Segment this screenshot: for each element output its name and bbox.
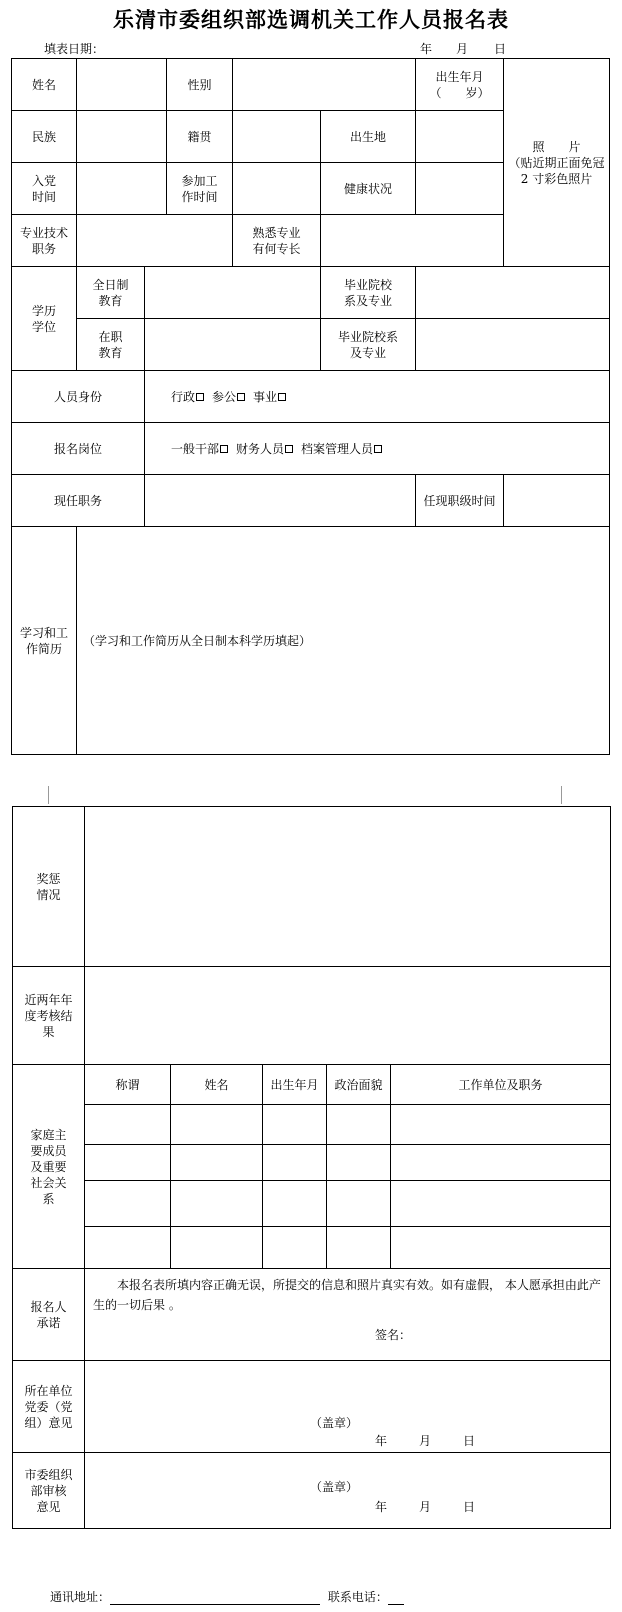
position-general-checkbox[interactable] [220,445,228,453]
org-date-month: 月 [419,1500,432,1514]
family-col-birth: 出生年月 [263,1065,327,1105]
family-cell[interactable] [327,1181,391,1227]
table-row [13,1145,611,1181]
family-cell[interactable] [391,1145,611,1181]
family-cell[interactable] [171,1105,263,1145]
phone-label: 联系电话： [327,1590,388,1604]
family-col-politics: 政治面貌 [327,1065,391,1105]
identity-options [145,371,610,423]
position-archive-checkbox[interactable] [374,445,382,453]
org-date-day: 日 [463,1500,476,1514]
fulltime-edu-label: 全日制 教育 [77,267,145,319]
table-row [13,1181,611,1227]
unit-opinion-label: 所在单位 党委（党 组）意见 [13,1361,85,1453]
name-label: 姓名 [12,59,77,111]
address-blank[interactable] [110,1590,320,1605]
fill-date-year: 年 [420,42,433,56]
org-review-label: 市委组织 部审核 意见 [13,1453,85,1529]
pledge-text: 本报名表所填内容正确无误，所提交的信息和照片真实有效。如有虚假， 本人愿承担由此产生的一切后果 。 [93,1278,601,1312]
identity-option-admin-label: 行政 [171,389,196,404]
unit-opinion-field[interactable] [85,1361,611,1453]
unit-date-day: 日 [463,1434,476,1448]
fulltime-edu-field[interactable] [145,267,321,319]
inservice-edu-field[interactable] [145,319,321,371]
family-cell[interactable] [391,1105,611,1145]
address-label: 通讯地址： [50,1590,111,1604]
family-cell[interactable] [85,1227,171,1269]
family-cell[interactable] [171,1181,263,1227]
identity-label: 人员身份 [12,371,145,423]
birth-label: 出生年月 （ 岁） [416,59,504,111]
position-option-archive-label: 档案管理人员 [301,441,374,456]
name-field[interactable] [77,59,167,111]
family-col-name: 姓名 [171,1065,263,1105]
rank-time-field[interactable] [504,475,610,527]
family-col-work: 工作单位及职务 [391,1065,611,1105]
position-options [145,423,610,475]
party-time-field[interactable] [77,163,167,215]
assessment-label: 近两年年 度考核结 果 [13,967,85,1065]
education-label: 学历 学位 [12,267,77,371]
position-option-general-label: 一般干部 [171,441,220,456]
ethnicity-field[interactable] [77,111,167,163]
org-seal-label: （盖章） [310,1480,359,1494]
unit-seal-label: （盖章） [310,1416,359,1430]
family-cell[interactable] [171,1145,263,1181]
table-row [13,1105,611,1145]
native-place-label: 籍贯 [167,111,233,163]
unit-date-year: 年 [375,1434,388,1448]
inservice-school-label: 毕业院校系 及专业 [321,319,416,371]
resume-label: 学习和工 作简历 [12,527,77,755]
identity-institution-checkbox[interactable] [278,393,286,401]
work-time-label: 参加工 作时间 [167,163,233,215]
gender-label: 性别 [167,59,233,111]
tech-title-label: 专业技术 职务 [12,215,77,267]
registration-form-part2 [12,806,611,1529]
registration-form-part1 [11,58,610,755]
gender-field[interactable] [233,59,416,111]
org-review-field[interactable] [85,1453,611,1529]
position-option-finance-label: 财务人员 [236,441,285,456]
family-label: 家庭主 要成员 及重要 社会关 系 [13,1065,85,1269]
family-cell[interactable] [85,1105,171,1145]
family-cell[interactable] [263,1181,327,1227]
work-time-field[interactable] [233,163,321,215]
fulltime-school-label: 毕业院校 系及专业 [321,267,416,319]
assessment-field[interactable] [85,967,611,1065]
pledge-label: 报名人 承诺 [13,1269,85,1361]
form-title: 乐清市委组织部选调机关工作人员报名表 [113,7,509,32]
identity-option-institution-label: 事业 [253,389,278,404]
ethnicity-label: 民族 [12,111,77,163]
rank-time-label: 任现职级时间 [416,475,504,527]
identity-civil-checkbox[interactable] [237,393,245,401]
fulltime-school-field[interactable] [416,267,610,319]
page-break-mark-right [561,786,562,804]
phone-blank[interactable] [388,1590,404,1605]
identity-option-civil-label: 参公 [212,389,237,404]
birthplace-field[interactable] [416,111,504,163]
resume-field[interactable] [77,527,610,755]
footer-address [50,1588,404,1605]
resume-note: （学习和工作简历从全日制本科学历填起） [83,633,312,648]
health-label: 健康状况 [321,163,416,215]
tech-title-field[interactable] [77,215,233,267]
specialty-label: 熟悉专业 有何专长 [233,215,321,267]
current-post-label: 现任职务 [12,475,145,527]
family-cell[interactable] [85,1145,171,1181]
table-row [13,1227,611,1269]
awards-label: 奖惩 情况 [13,807,85,967]
family-cell[interactable] [85,1181,171,1227]
unit-date-month: 月 [419,1434,432,1448]
inservice-edu-label: 在职 教育 [77,319,145,371]
family-cell[interactable] [263,1145,327,1181]
org-date-year: 年 [375,1500,388,1514]
position-finance-checkbox[interactable] [285,445,293,453]
family-cell[interactable] [327,1105,391,1145]
fill-date-month: 月 [456,42,469,56]
family-cell[interactable] [263,1105,327,1145]
awards-field[interactable] [85,807,611,967]
party-time-label: 入党 时间 [12,163,77,215]
fill-date-day: 日 [494,42,507,56]
family-cell[interactable] [171,1227,263,1269]
specialty-field[interactable] [321,215,504,267]
health-field[interactable] [416,163,504,215]
family-cell[interactable] [391,1227,611,1269]
inservice-school-field[interactable] [416,319,610,371]
family-cell[interactable] [327,1145,391,1181]
signature-label: 签名： [375,1328,412,1342]
current-post-field[interactable] [145,475,416,527]
fill-date-label: 填表日期： [44,42,105,56]
identity-admin-checkbox[interactable] [196,393,204,401]
family-col-relation: 称谓 [85,1065,171,1105]
birthplace-label: 出生地 [321,111,416,163]
pledge-field [85,1269,611,1361]
position-label: 报名岗位 [12,423,145,475]
photo-box[interactable]: 照 片 （贴近期正面免冠 2 寸彩色照片 [504,59,610,267]
page-break-mark-left [48,786,49,804]
family-cell[interactable] [263,1227,327,1269]
family-cell[interactable] [391,1181,611,1227]
family-cell[interactable] [327,1227,391,1269]
native-place-field[interactable] [233,111,321,163]
